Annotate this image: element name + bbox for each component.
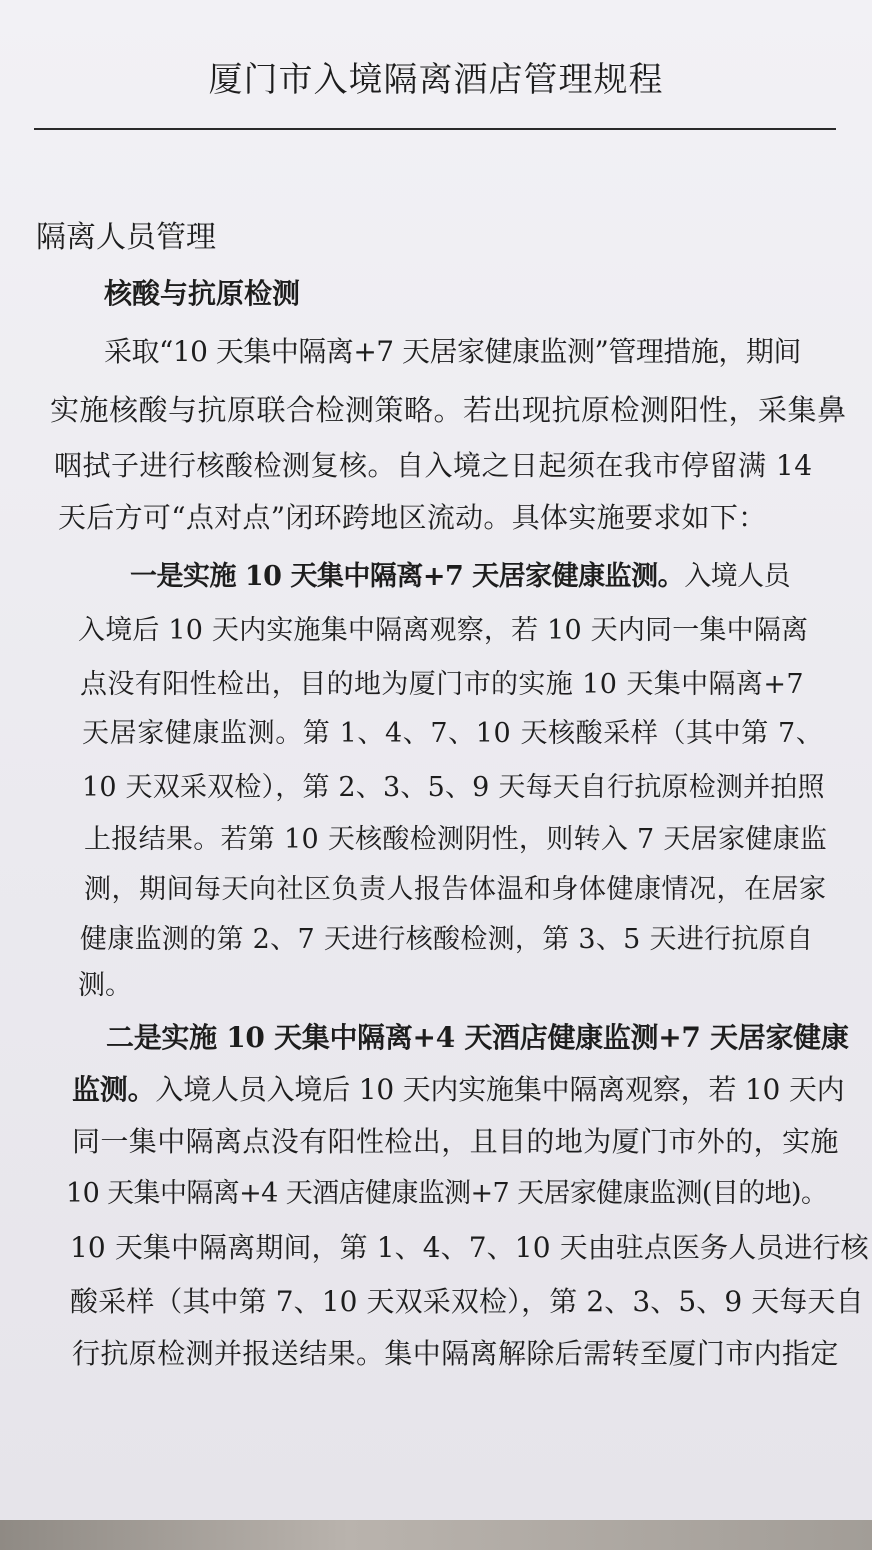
item-two-heading-end: 监测。 [72,1073,156,1106]
paragraph-line: 测，期间每天向社区负责人报告体温和身体健康情况，在居家 [84,874,827,905]
paragraph-line: 天居家健康监测。第 1、4、7、10 天核酸采样（其中第 7、 [82,718,824,749]
paragraph-line: 采取“10 天集中隔离+7 天居家健康监测”管理措施，期间 [104,335,801,368]
item-one-text: 入境人员 [684,561,791,592]
table-surface [0,1520,872,1550]
paragraph-line: 健康监测的第 2、7 天进行核酸检测，第 3、5 天进行抗原自 [80,924,814,955]
paragraph-line: 点没有阳性检出，目的地为厦门市的实施 10 天集中隔离+7 [80,669,804,700]
paragraph-line: 入境后 10 天内实施集中隔离观察，若 10 天内同一集中隔离 [78,615,809,646]
title-divider [34,128,836,130]
paragraph-line: 酸采样（其中第 7、10 天双采双检），第 2、3、5、9 天每天自 [70,1285,864,1318]
section-heading: 隔离人员管理 [36,220,216,255]
paragraph-line: 10 天集中隔离+4 天酒店健康监测+7 天居家健康监测(目的地)。 [66,1178,828,1209]
paragraph-line: 测。 [78,970,132,1001]
document-title: 厦门市入境隔离酒店管理规程 [208,60,664,100]
item-two-heading: 二是实施 10 天集中隔离+4 天酒店健康监测+7 天居家健康 [106,1021,849,1054]
subsection-heading: 核酸与抗原检测 [104,277,301,310]
paragraph-line: 同一集中隔离点没有阳性检出，且目的地为厦门市外的，实施 [72,1125,839,1158]
paragraph-line: 上报结果。若第 10 天核酸检测阴性，则转入 7 天居家健康监 [84,824,828,855]
item-one-first-line [130,563,790,590]
paragraph-line: 10 天集中隔离期间，第 1、4、7、10 天由驻点医务人员进行核 [70,1231,869,1264]
paragraph-line: 行抗原检测并报送结果。集中隔离解除后需转至厦门市内指定 [72,1337,839,1370]
bleed-through-text [590,150,598,178]
paragraph-line: 10 天双采双检），第 2、3、5、9 天每天自行抗原检测并拍照 [82,772,825,803]
paragraph-line: 实施核酸与抗原联合检测策略。若出现抗原检测阳性，采集鼻 [50,393,847,427]
item-one-heading: 一是实施 10 天集中隔离+7 天居家健康监测。 [130,561,685,592]
item-two-second-line [72,1073,845,1106]
paragraph-line: 咽拭子进行核酸检测复核。自入境之日起须在我市停留满 14 [54,449,813,482]
item-two-heading-line [106,1021,849,1054]
item-two-text: 入境人员入境后 10 天内实施集中隔离观察，若 10 天内 [155,1073,845,1106]
paragraph-line: 天后方可“点对点”闭环跨地区流动。具体实施要求如下： [58,501,767,534]
